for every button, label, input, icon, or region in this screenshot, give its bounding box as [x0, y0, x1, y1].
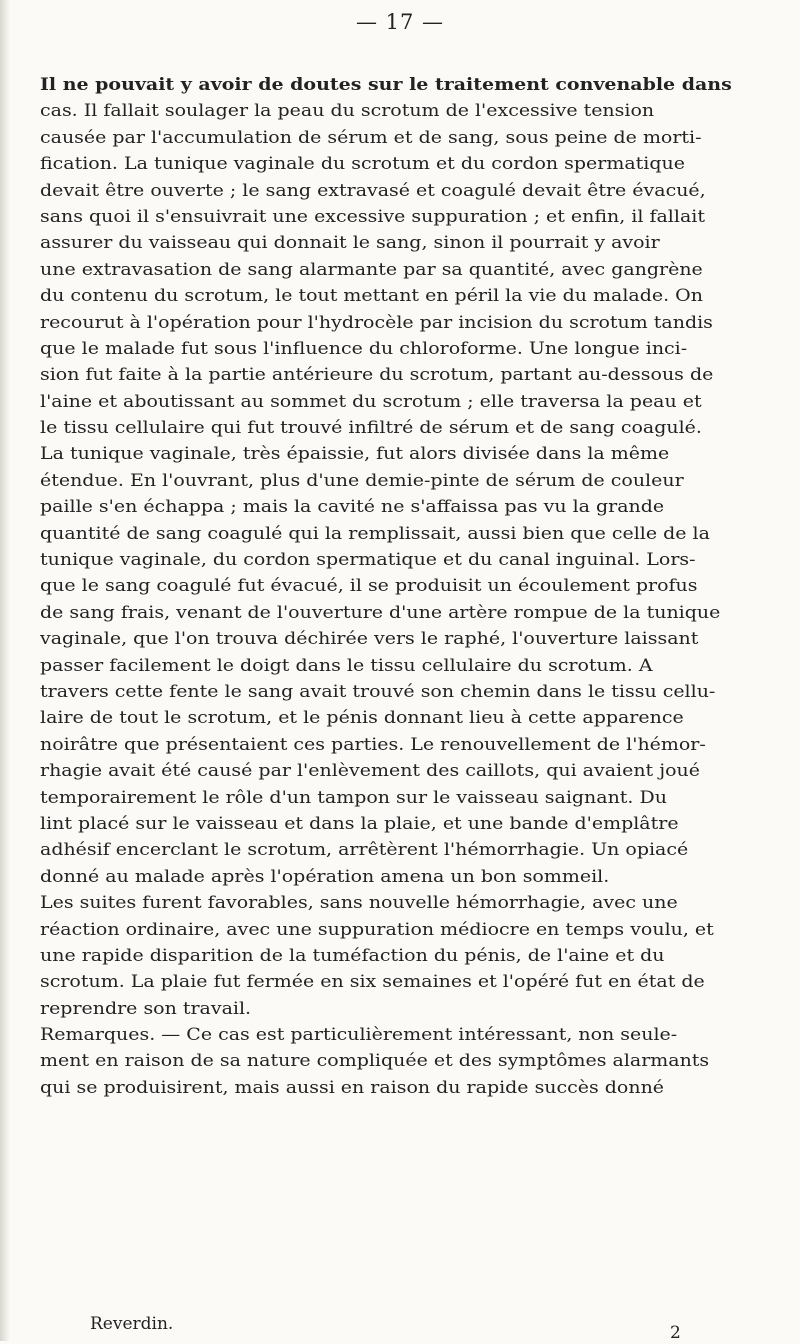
text-line: laire de tout le scrotum, et le pénis donnant lieu à cette apparence [40, 708, 684, 728]
text-line: quantité de sang coagulé qui la remplissait, aussi bien que celle de la [40, 523, 710, 543]
text-line: l'aine et aboutissant au sommet du scrotum ; elle traversa la peau et [40, 391, 702, 411]
text-line: qui se produisirent, mais aussi en raison du rapide succès donné [40, 1077, 665, 1097]
text-line: le tissu cellulaire qui fut trouvé infiltré de sérum et de sang coagulé. [40, 418, 702, 438]
text-line: étendue. En l'ouvrant, plus d'une demie-pinte de sérum de couleur [40, 470, 684, 490]
text-line: fication. La tunique vaginale du scrotum et du cordon spermatique [40, 154, 685, 174]
text-line: adhésif encerclant le scrotum, arrêtèrent l'hémorrhagie. Un opiacé [40, 840, 689, 860]
text-line: causée par l'accumulation de sérum et de sang, sous peine de morti- [40, 127, 702, 147]
text-line: Il ne pouvait y avoir de doutes sur le traitement convenable dans [40, 75, 732, 94]
text-line: La tunique vaginale, très épaissie, fut alors divisée dans la même [40, 444, 670, 464]
folio-number: 2 [670, 1323, 681, 1343]
body-text [40, 72, 780, 1101]
text-line: de sang frais, venant de l'ouverture d'une artère rompue de la tunique [40, 602, 721, 622]
text-line: passer facilement le doigt dans le tissu cellulaire du scrotum. A [40, 655, 653, 675]
text-line: ment en raison de sa nature compliquée et des symptômes alarmants [40, 1051, 710, 1071]
text-line: Remarques. — Ce cas est particulièrement intéressant, non seule- [40, 1025, 678, 1045]
binding-shadow [0, 0, 10, 1341]
text-line: scrotum. La plaie fut fermée en six semaines et l'opéré fut en état de [40, 972, 705, 992]
text-line: sans quoi il s'ensuivrait une excessive suppuration ; et enfin, il fallait [40, 206, 705, 226]
text-line: recourut à l'opération pour l'hydrocèle par incision du scrotum tandis [40, 312, 713, 332]
text-line: assurer du vaisseau qui donnait le sang, sinon il pourrait y avoir [40, 233, 660, 253]
text-line: que le sang coagulé fut évacué, il se produisit un écoulement profus [40, 576, 698, 596]
text-line: travers cette fente le sang avait trouvé son chemin dans le tissu cellu- [40, 681, 716, 701]
text-line: une rapide disparition de la tuméfaction du pénis, de l'aine et du [40, 945, 665, 965]
page-number: — 17 — [355, 10, 445, 34]
text-line: devait être ouverte ; le sang extravasé et coagulé devait être évacué, [40, 180, 706, 200]
text-line: temporairement le rôle d'un tampon sur le vaisseau saignant. Du [40, 787, 667, 807]
text-line: donné au malade après l'opération amena un bon sommeil. [40, 866, 610, 886]
text-line: cas. Il fallait soulager la peau du scrotum de l'excessive tension [40, 101, 655, 121]
text-line: reprendre son travail. [40, 998, 252, 1018]
text-line: rhagie avait été causé par l'enlèvement des caillots, qui avaient joué [40, 761, 700, 781]
text-line: que le malade fut sous l'influence du chloroforme. Une longue inci- [40, 338, 688, 358]
text-line: une extravasation de sang alarmante par sa quantité, avec gangrène [40, 259, 703, 279]
text-line: sion fut faite à la partie antérieure du scrotum, partant au-dessous de [40, 365, 714, 385]
text-line: paille s'en échappa ; mais la cavité ne s'affaissa pas vu la grande [40, 497, 665, 517]
text-line: Les suites furent favorables, sans nouvelle hémorrhagie, avec une [40, 893, 678, 913]
text-line: noirâtre que présentaient ces parties. Le renouvellement de l'hémor- [40, 734, 706, 754]
text-line: du contenu du scrotum, le tout mettant en péril la vie du malade. On [40, 286, 703, 306]
text-line: réaction ordinaire, avec une suppuration médiocre en temps voulu, et [40, 919, 714, 939]
author-signature: Reverdin. [90, 1314, 174, 1334]
text-line: vaginale, que l'on trouva déchirée vers le raphé, l'ouverture laissant [40, 629, 699, 649]
text-line: tunique vaginale, du cordon spermatique et du canal inguinal. Lors- [40, 550, 696, 570]
text-line: lint placé sur le vaisseau et dans la plaie, et une bande d'emplâtre [40, 813, 679, 833]
